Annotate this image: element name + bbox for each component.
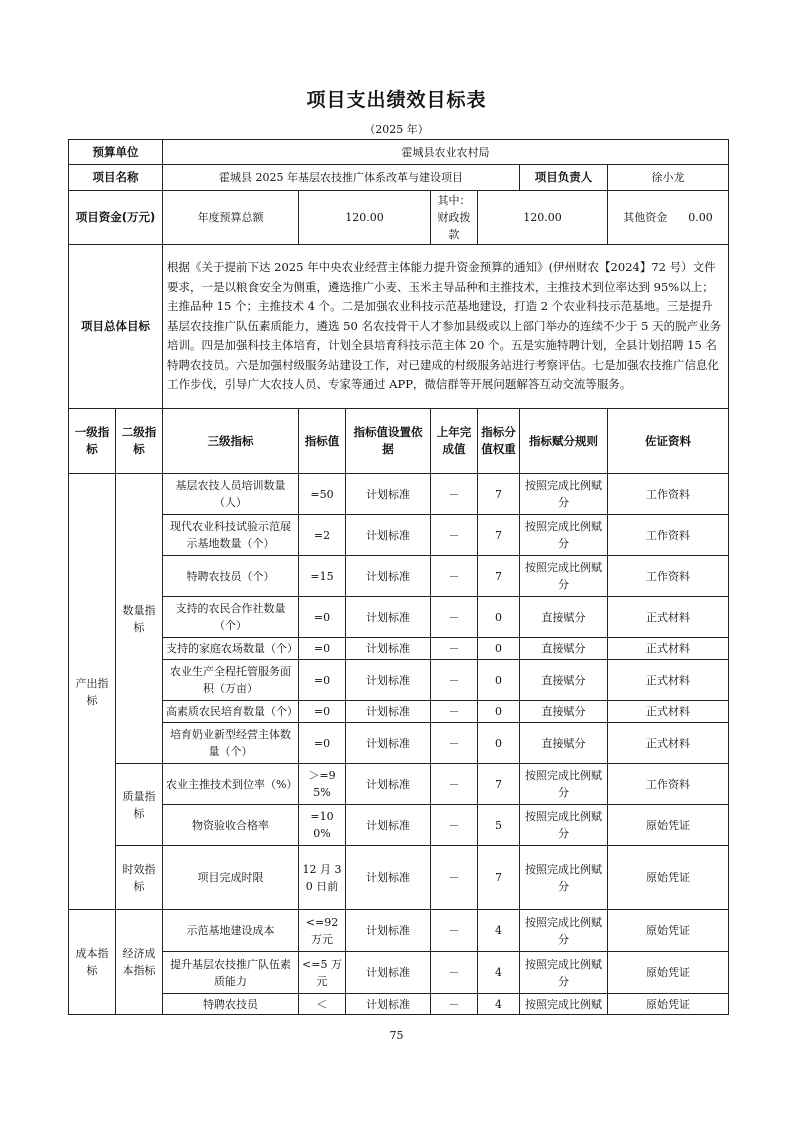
indicator-basis: 计划标准 xyxy=(346,910,431,952)
annual-total-value: 120.00 xyxy=(299,191,431,245)
indicator-name: 支持的家庭农场数量（个） xyxy=(163,638,299,660)
fiscal-value: 120.00 xyxy=(478,191,608,245)
indicator-evidence: 原始凭证 xyxy=(608,805,729,846)
indicator-weight: 7 xyxy=(478,515,520,556)
indicator-rule: 直接赋分 xyxy=(520,723,608,764)
table-row xyxy=(69,805,729,846)
indicator-name: 基层农技人员培训数量（人） xyxy=(163,474,299,515)
indicator-value: <=5 万元 xyxy=(299,952,346,994)
indicator-evidence: 原始凭证 xyxy=(608,994,729,1015)
project-name-value: 霍城县 2025 年基层农技推广体系改革与建设项目 xyxy=(163,165,520,191)
indicator-rule: 直接赋分 xyxy=(520,701,608,723)
indicator-rule: 按照完成比例赋分 xyxy=(520,764,608,805)
table-row xyxy=(69,994,729,1015)
indicator-rule: 直接赋分 xyxy=(520,597,608,638)
indicator-basis: 计划标准 xyxy=(346,994,431,1015)
indicator-name: 支持的农民合作社数量（个） xyxy=(163,597,299,638)
indicator-value: =0 xyxy=(299,597,346,638)
table-row xyxy=(69,701,729,723)
indicator-evidence: 工作资料 xyxy=(608,764,729,805)
table-row xyxy=(69,846,729,910)
page-number: 75 xyxy=(389,1029,404,1042)
indicator-weight: 7 xyxy=(478,846,520,910)
col-header-rule: 指标赋分规则 xyxy=(520,409,608,474)
goal-text: 根据《关于提前下达 2025 年中央农业经营主体能力提升资金预算的通知》(伊州财农【2024】72 号）文件要求，一是以粮食安全为侧重，遴选推广小麦、玉米主导品种和主推技术，主推技术到位率达到 95%以上；主推品种 15 个；主推技术 4 个。二是加强农业科技示范基地建设，打造 2 个农业科技示范基地。三是提升基层农技推广队伍素质能力，遴选 50 名农技骨干人才参加县级或以上部门举办的连续不少于 5 天的脱产业务培训。四是加强科技主体培育，计划全县培育科技示范主体 20 个。五是实施特聘计划，全县计划招聘 15 名特聘农技员。六是加强村级服务站建设工作，对已建成的村级服务站进行考察评估。七是加强农技推广信息化工作步伐，引导广大农技人员、专家等通过 APP，微信群等开展问题解答互动交流等服务。 xyxy=(163,245,729,409)
indicator-evidence: 原始凭证 xyxy=(608,846,729,910)
indicator-name: 特聘农技员（个） xyxy=(163,556,299,597)
indicator-prev: － xyxy=(431,638,478,660)
budget-unit-value: 霍城县农业农村局 xyxy=(163,140,729,165)
indicator-basis: 计划标准 xyxy=(346,660,431,701)
indicator-basis: 计划标准 xyxy=(346,597,431,638)
indicator-basis: 计划标准 xyxy=(346,515,431,556)
indicator-rule: 按照完成比例赋分 xyxy=(520,805,608,846)
indicator-value: =0 xyxy=(299,701,346,723)
indicator-name: 特聘农技员 xyxy=(163,994,299,1015)
indicator-value: ＞=95% xyxy=(299,764,346,805)
indicator-value: ＜ xyxy=(299,994,346,1015)
table-row xyxy=(69,660,729,701)
indicator-prev: － xyxy=(431,723,478,764)
indicator-weight: 4 xyxy=(478,994,520,1015)
other-fund-label: 其他资金 xyxy=(623,211,668,224)
indicator-weight: 0 xyxy=(478,660,520,701)
indicator-weight: 0 xyxy=(478,597,520,638)
indicator-weight: 4 xyxy=(478,910,520,952)
table-row xyxy=(69,597,729,638)
leader-label: 项目负责人 xyxy=(520,165,608,191)
fiscal-label: 其中：财政拨款 xyxy=(431,191,478,245)
col-header-basis: 指标值设置依据 xyxy=(346,409,431,474)
indicator-prev: － xyxy=(431,701,478,723)
indicator-evidence: 正式材料 xyxy=(608,638,729,660)
other-fund-amount: 0.00 xyxy=(688,211,713,224)
group-economic: 经济成本指标 xyxy=(116,910,163,1015)
project-name-row xyxy=(69,165,729,191)
indicator-value: =15 xyxy=(299,556,346,597)
indicator-value: <=92 万元 xyxy=(299,910,346,952)
fund-row xyxy=(69,191,729,245)
table-row xyxy=(69,910,729,952)
indicator-evidence: 正式材料 xyxy=(608,597,729,638)
col-header-level2: 二级指标 xyxy=(116,409,163,474)
fund-label: 项目资金(万元) xyxy=(69,191,163,245)
indicator-rule: 直接赋分 xyxy=(520,660,608,701)
indicator-value: =0 xyxy=(299,723,346,764)
indicator-prev: － xyxy=(431,515,478,556)
indicator-evidence: 正式材料 xyxy=(608,701,729,723)
indicator-value: =0 xyxy=(299,638,346,660)
indicator-basis: 计划标准 xyxy=(346,474,431,515)
col-header-prev: 上年完成值 xyxy=(431,409,478,474)
indicator-prev: － xyxy=(431,556,478,597)
page-title: 项目支出绩效目标表 xyxy=(306,89,487,111)
indicator-name: 培育奶业新型经营主体数量（个） xyxy=(163,723,299,764)
indicator-rule: 按照完成比例赋分 xyxy=(520,846,608,910)
leader-value: 徐小龙 xyxy=(608,165,729,191)
indicator-basis: 计划标准 xyxy=(346,764,431,805)
indicator-rule: 按照完成比例赋分 xyxy=(520,910,608,952)
indicator-rule: 按照完成比例赋分 xyxy=(520,556,608,597)
indicator-name: 农业生产全程托管服务面积（万亩） xyxy=(163,660,299,701)
indicator-value: 12 月 30 日前 xyxy=(299,846,346,910)
indicator-prev: － xyxy=(431,764,478,805)
table-row xyxy=(69,515,729,556)
group-quality: 质量指标 xyxy=(116,764,163,846)
indicator-weight: 0 xyxy=(478,723,520,764)
indicator-evidence: 工作资料 xyxy=(608,515,729,556)
table-row xyxy=(69,474,729,515)
column-header-row xyxy=(69,409,729,474)
indicator-rule: 直接赋分 xyxy=(520,638,608,660)
other-fund-value xyxy=(608,191,729,245)
performance-table xyxy=(68,139,729,1015)
indicator-name: 现代农业科技试验示范展示基地数量（个） xyxy=(163,515,299,556)
table-row xyxy=(69,638,729,660)
indicator-basis: 计划标准 xyxy=(346,638,431,660)
year-label: （2025 年） xyxy=(364,123,429,136)
indicator-name: 高素质农民培育数量（个） xyxy=(163,701,299,723)
indicator-basis: 计划标准 xyxy=(346,723,431,764)
budget-unit-label: 预算单位 xyxy=(69,140,163,165)
col-header-level1: 一级指标 xyxy=(69,409,116,474)
indicator-prev: － xyxy=(431,805,478,846)
indicator-value: =0 xyxy=(299,660,346,701)
col-header-evidence: 佐证资料 xyxy=(608,409,729,474)
group-cost: 成本指标 xyxy=(69,910,116,1015)
indicator-rule: 按照完成比例赋 xyxy=(520,994,608,1015)
indicator-weight: 7 xyxy=(478,474,520,515)
indicator-name: 示范基地建设成本 xyxy=(163,910,299,952)
indicator-basis: 计划标准 xyxy=(346,701,431,723)
table-row xyxy=(69,952,729,994)
group-output: 产出指标 xyxy=(69,474,116,910)
indicator-prev: － xyxy=(431,474,478,515)
table-row xyxy=(69,556,729,597)
project-name-label: 项目名称 xyxy=(69,165,163,191)
indicator-basis: 计划标准 xyxy=(346,846,431,910)
table-row xyxy=(69,764,729,805)
budget-unit-row xyxy=(69,140,729,165)
indicator-prev: － xyxy=(431,597,478,638)
indicator-evidence: 工作资料 xyxy=(608,474,729,515)
indicator-rule: 按照完成比例赋分 xyxy=(520,515,608,556)
indicator-prev: － xyxy=(431,952,478,994)
indicator-evidence: 正式材料 xyxy=(608,723,729,764)
indicator-weight: 0 xyxy=(478,701,520,723)
group-quantity: 数量指标 xyxy=(116,474,163,764)
indicator-value: =50 xyxy=(299,474,346,515)
indicator-basis: 计划标准 xyxy=(346,805,431,846)
indicator-weight: 0 xyxy=(478,638,520,660)
indicator-weight: 7 xyxy=(478,556,520,597)
indicator-prev: － xyxy=(431,994,478,1015)
indicator-rule: 按照完成比例赋分 xyxy=(520,952,608,994)
indicator-prev: － xyxy=(431,660,478,701)
indicator-evidence: 工作资料 xyxy=(608,556,729,597)
goal-label: 项目总体目标 xyxy=(69,245,163,409)
indicator-value: =100% xyxy=(299,805,346,846)
indicator-name: 物资验收合格率 xyxy=(163,805,299,846)
annual-total-label: 年度预算总额 xyxy=(163,191,299,245)
goal-row xyxy=(69,245,729,409)
indicator-weight: 4 xyxy=(478,952,520,994)
indicator-weight: 5 xyxy=(478,805,520,846)
indicator-evidence: 原始凭证 xyxy=(608,952,729,994)
indicator-evidence: 正式材料 xyxy=(608,660,729,701)
indicator-prev: － xyxy=(431,846,478,910)
group-timeliness: 时效指标 xyxy=(116,846,163,910)
indicator-rule: 按照完成比例赋分 xyxy=(520,474,608,515)
indicator-basis: 计划标准 xyxy=(346,556,431,597)
indicator-prev: － xyxy=(431,910,478,952)
indicator-name: 项目完成时限 xyxy=(163,846,299,910)
indicator-name: 提升基层农技推广队伍素质能力 xyxy=(163,952,299,994)
indicator-evidence: 原始凭证 xyxy=(608,910,729,952)
col-header-weight: 指标分值权重 xyxy=(478,409,520,474)
table-row xyxy=(69,723,729,764)
indicator-basis: 计划标准 xyxy=(346,952,431,994)
indicator-value: =2 xyxy=(299,515,346,556)
indicator-weight: 7 xyxy=(478,764,520,805)
col-header-value: 指标值 xyxy=(299,409,346,474)
col-header-level3: 三级指标 xyxy=(163,409,299,474)
indicator-name: 农业主推技术到位率（%） xyxy=(163,764,299,805)
